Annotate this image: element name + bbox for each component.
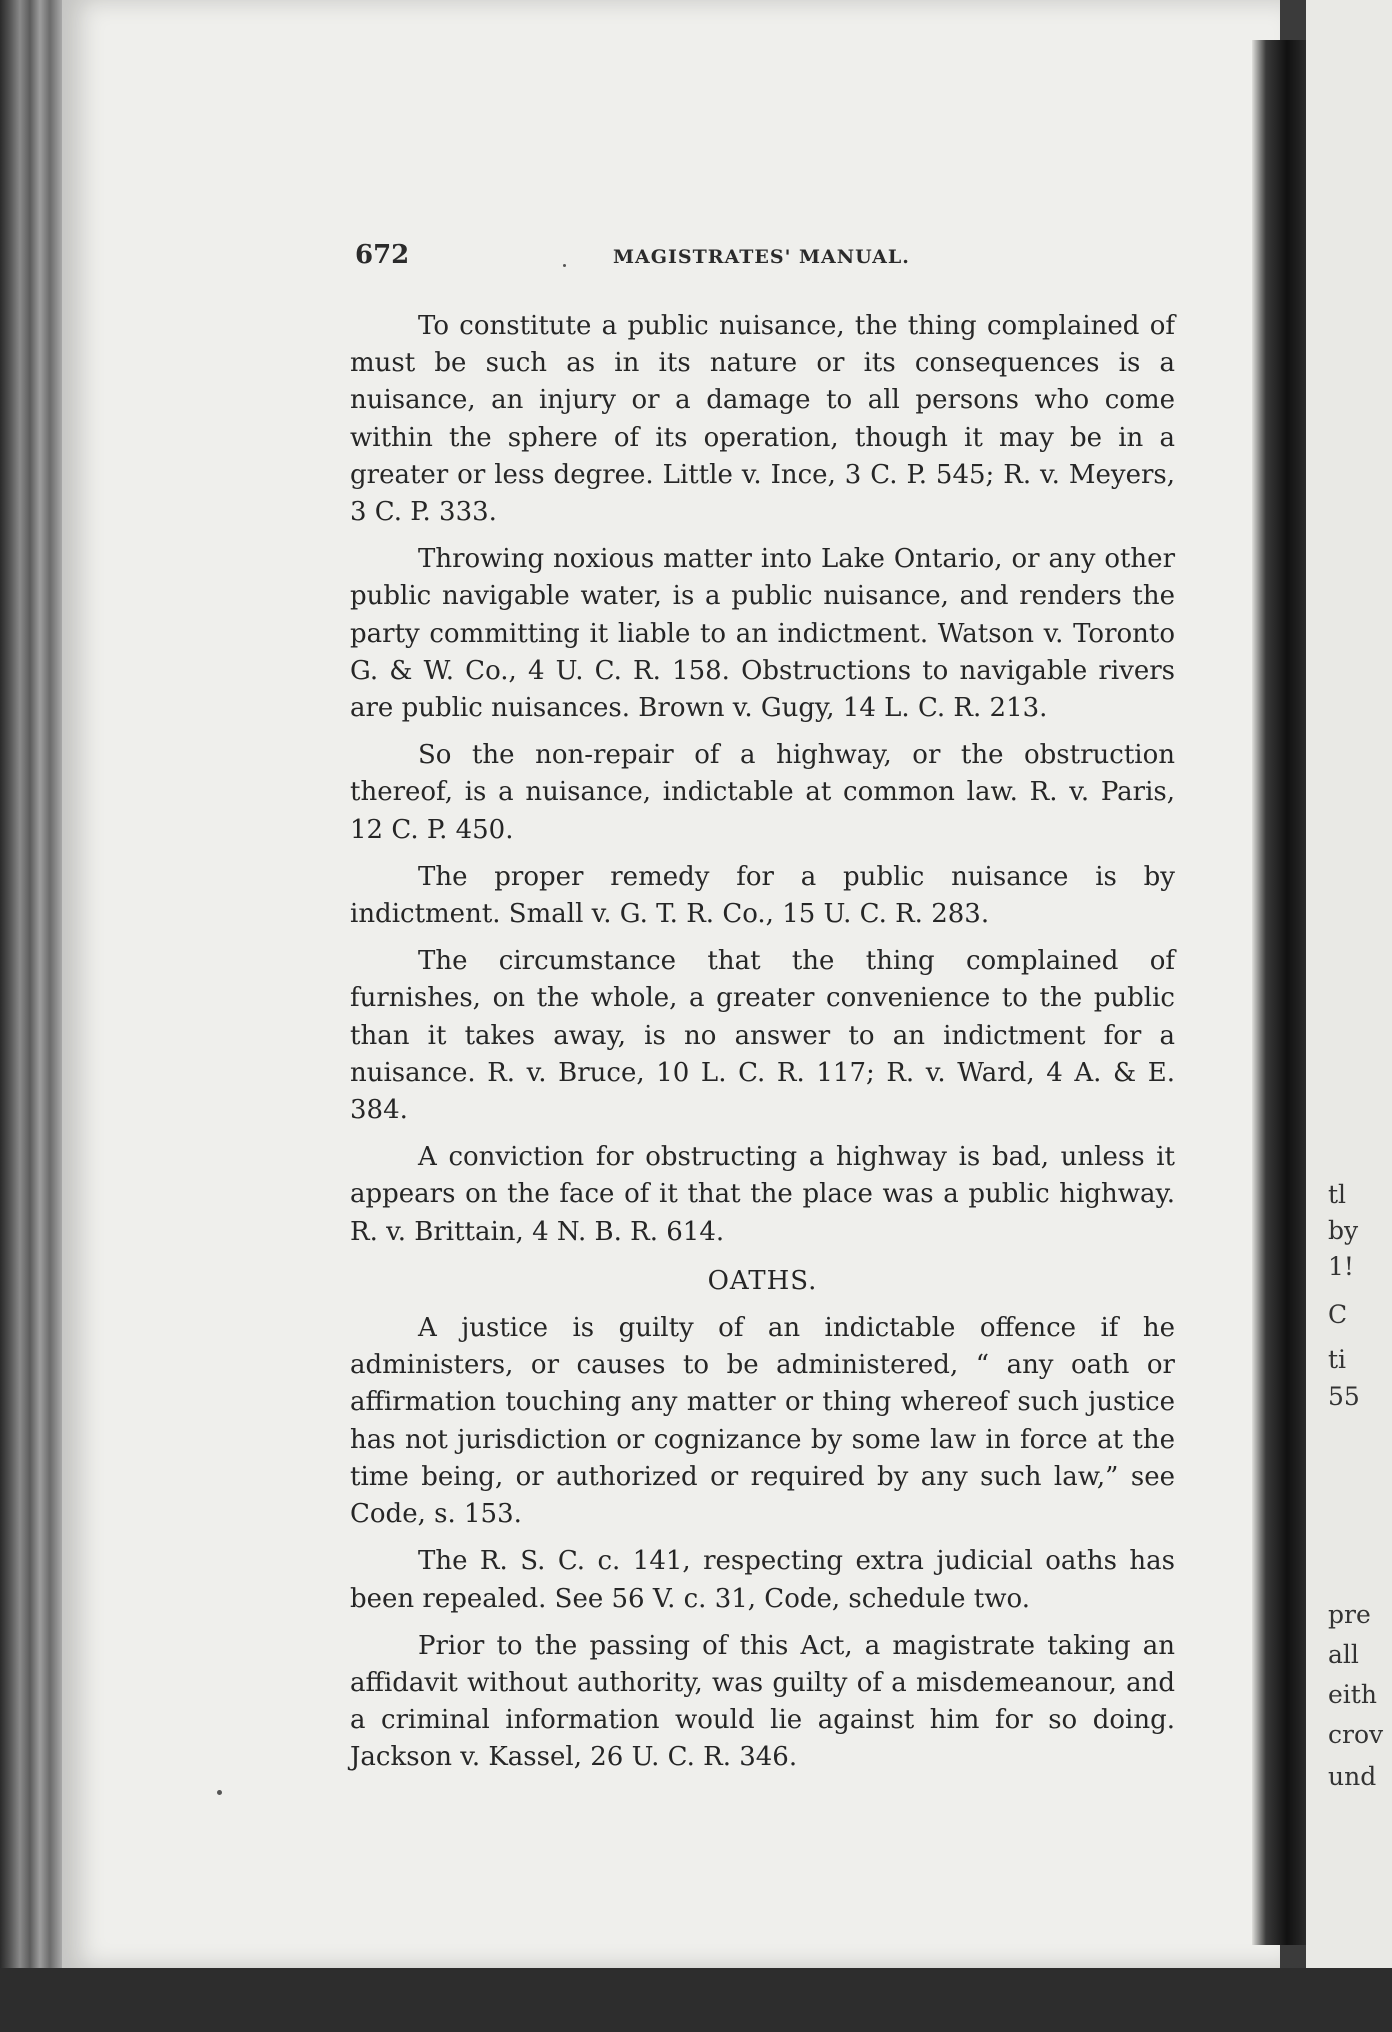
paragraph: A conviction for obstructing a highway is bad, unless it appears on the face of it that the place was a public highway. R. v. Brittain, 4 N. B. R. 614. [350,1142,1175,1247]
facing-fragment: ti [1328,1345,1347,1374]
paragraph: Prior to the passing of this Act, a magistrate taking an affidavit without authority, was guilty of a misdemeanour, and a criminal information would lie against him for so doing. Jackson v. Kassel, 26 U. C. R. 346. [350,1630,1175,1773]
scan-bottom-edge [0,1968,1392,2032]
facing-fragment: tl [1328,1180,1347,1209]
facing-fragment: C [1328,1300,1348,1329]
section-heading: OATHS. [707,1265,818,1296]
facing-fragment: crov [1328,1720,1384,1749]
body-text [350,308,1175,1787]
scan-speck [563,264,566,267]
paragraph: A justice is guilty of an indictable offence if he administers, or causes to be administered, “ any oath or affirmation touching any matter or thing whereof such justice has not jurisdiction or cognizance by some law in force at the time being, or authorized or required by any such law,” see Code, s. 153. [350,1313,1175,1530]
paragraph: The circumstance that the thing complained of furnishes, on the whole, a greater convenience to the public than it takes away, is no answer to an indictment for a nuisance. R. v. Bruce, 10 L. C. R. 117; R. v. Ward, 4 A. & E. 384. [350,946,1175,1126]
page-number: 672 [355,240,410,270]
page-header [355,240,935,280]
facing-page [1306,0,1392,1968]
facing-fragment: und [1328,1762,1377,1791]
book-spine [0,0,62,2032]
paragraph: Throwing noxious matter into Lake Ontario, or any other public navigable water, is a public nuisance, and renders the party committing it liable to an indictment. Watson v. Toronto G. & W. Co., 4 U. C. R. 158. Obstructions to navigable rivers are public nuisances. Brown v. Gugy, 14 L. C. R. 213. [350,544,1175,724]
running-title: MAGISTRATES' MANUAL. [613,246,910,268]
facing-fragment: all [1328,1640,1359,1669]
paragraph: To constitute a public nuisance, the thing complained of must be such as in its nature or its consequences is a nuisance, an injury or a damage to all persons who come within the sphere of its operation, though it may be in a greater or less degree. Little v. Ince, 3 C. P. 545; R. v. Meyers, 3 C. P. 333. [350,311,1175,528]
paragraph: The R. S. C. c. 141, respecting extra judicial oaths has been repealed. See 56 V. c. 31, Code, schedule two. [350,1546,1175,1614]
paragraph: So the non-repair of a highway, or the obstruction thereof, is a nuisance, indictable at common law. R. v. Paris, 12 C. P. 450. [350,740,1175,845]
book-gutter [1252,40,1306,1945]
facing-fragment: 55 [1328,1382,1360,1411]
facing-fragment: by [1328,1216,1359,1245]
paragraph: The proper remedy for a public nuisance is by indictment. Small v. G. T. R. Co., 15 U. C. R. 283. [350,861,1175,930]
facing-fragment: pre [1328,1600,1371,1629]
scan-speck [217,1790,222,1795]
facing-fragment: 1! [1328,1252,1354,1281]
facing-fragment: eith [1328,1680,1377,1709]
